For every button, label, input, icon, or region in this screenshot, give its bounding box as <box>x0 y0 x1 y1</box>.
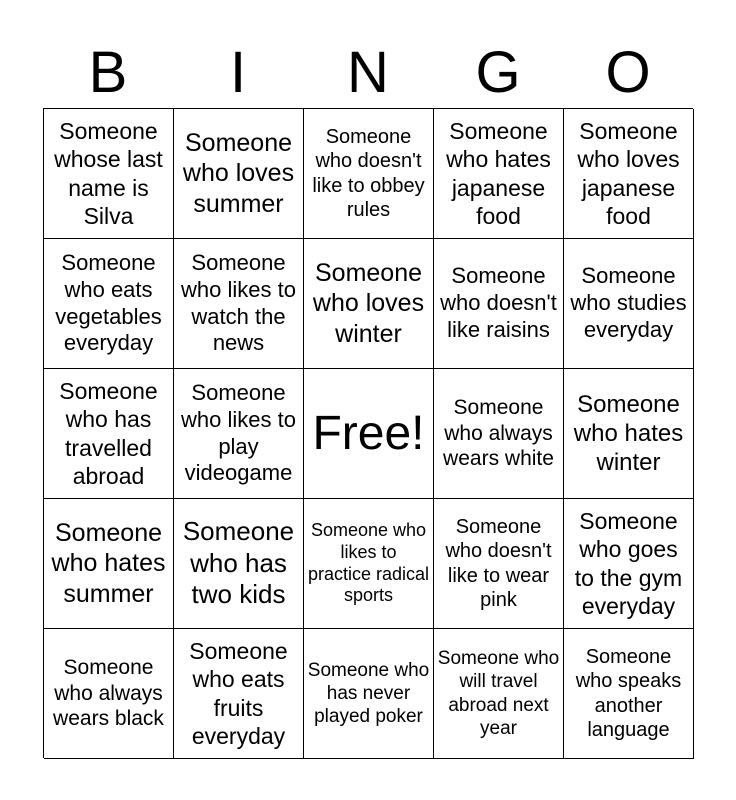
bingo-cell-text: Someone who loves winter <box>312 258 425 348</box>
header-letter-i: I <box>229 40 247 105</box>
bingo-cell-text: Someone whose last name is Silva <box>54 118 163 229</box>
bingo-cell-text: Someone who doesn't like to obbey rules <box>312 125 425 221</box>
bingo-cell <box>44 629 174 759</box>
bingo-cell <box>564 629 694 759</box>
bingo-cell <box>564 369 694 499</box>
bingo-cell <box>564 239 694 369</box>
bingo-cell-text: Someone who loves japanese food <box>577 118 680 229</box>
bingo-cell-text: Someone who speaks another language <box>575 645 682 741</box>
bingo-cell-text: Free! <box>312 406 425 460</box>
bingo-cell <box>174 369 304 499</box>
bingo-cell <box>434 239 564 369</box>
bingo-cell <box>304 629 434 759</box>
free-space-cell <box>304 369 434 499</box>
bingo-cell-text: Someone who doesn't like to wear pink <box>445 515 552 611</box>
bingo-cell-text: Someone who hates summer <box>51 518 166 608</box>
bingo-cell-text: Someone who loves summer <box>182 128 295 218</box>
bingo-cell-text: Someone who will travel abroad next year <box>437 648 560 739</box>
bingo-cell <box>434 629 564 759</box>
bingo-cell <box>304 109 434 239</box>
bingo-cell <box>44 109 174 239</box>
bingo-cell-text: Someone who likes to practice radical sports <box>307 519 430 606</box>
header-letter-b: B <box>88 40 128 105</box>
bingo-cell-text: Someone who has never played poker <box>307 659 430 728</box>
bingo-cell <box>564 499 694 629</box>
bingo-cell-text: Someone who has travelled abroad <box>59 378 158 489</box>
bingo-cell-text: Someone who always wears white <box>443 396 554 471</box>
bingo-cell <box>174 239 304 369</box>
bingo-cell-text: Someone who likes to watch the news <box>181 249 296 356</box>
bingo-cell-text: Someone who hates winter <box>573 390 684 477</box>
bingo-cell-text: Someone who likes to play videogame <box>181 379 296 486</box>
bingo-card-grid <box>43 108 693 758</box>
bingo-cell-text: Someone who doesn't like raisins <box>440 263 557 342</box>
header-letter-o: O <box>605 40 651 105</box>
header-letter-n: N <box>347 40 389 105</box>
bingo-cell-text: Someone who studies everyday <box>570 263 687 342</box>
bingo-cell <box>304 239 434 369</box>
bingo-cell-text: Someone who has two kids <box>182 515 295 610</box>
bingo-cell <box>44 239 174 369</box>
bingo-cell <box>434 499 564 629</box>
header-letter-g: G <box>475 40 521 105</box>
bingo-cell <box>174 629 304 759</box>
bingo-cell <box>44 369 174 499</box>
bingo-cell-text: Someone who always wears black <box>53 656 164 731</box>
bingo-cell-text: Someone who hates japanese food <box>446 118 551 229</box>
bingo-cell <box>174 109 304 239</box>
bingo-cell-text: Someone who goes to the gym everyday <box>574 508 683 619</box>
bingo-cell <box>434 369 564 499</box>
bingo-header <box>43 40 693 106</box>
bingo-cell <box>44 499 174 629</box>
bingo-cell <box>564 109 694 239</box>
bingo-cell <box>434 109 564 239</box>
bingo-cell-text: Someone who eats fruits everyday <box>189 638 288 749</box>
bingo-cell <box>174 499 304 629</box>
bingo-cell <box>304 499 434 629</box>
bingo-cell-text: Someone who eats vegetables everyday <box>55 249 162 356</box>
